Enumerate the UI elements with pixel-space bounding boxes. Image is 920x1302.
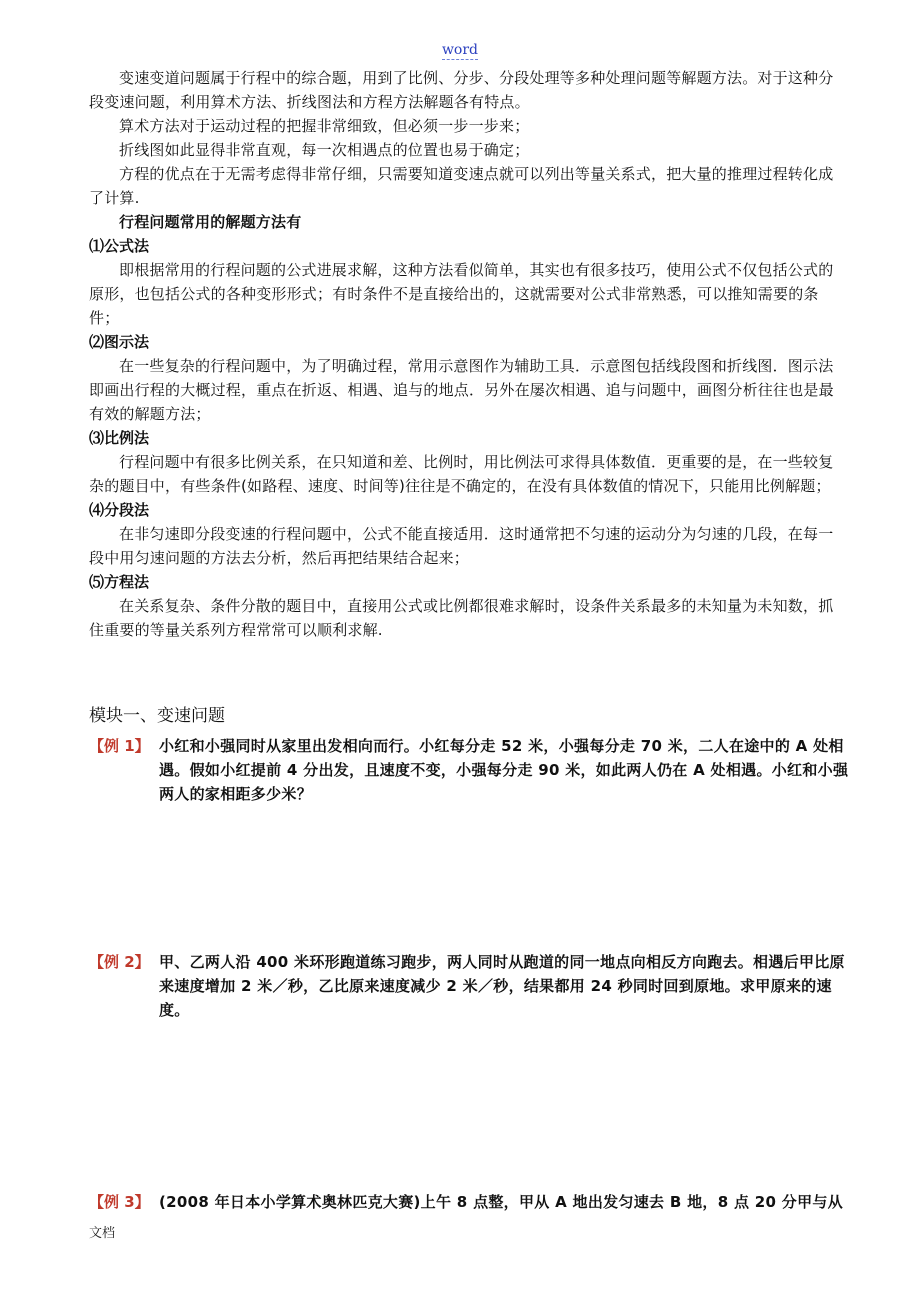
example-label: 【例 3】 xyxy=(89,1193,150,1211)
method-text: 行程问题中有很多比例关系，在只知道和差、比例时，用比例法可求得具体数值．更重要的是，在一些较复杂的题目中，有些条件(如路程、速度、时间等)往往是不确定的，在没有具体数值的情况下，只能用比例解题； xyxy=(89,453,834,495)
example-text: 甲、乙两人沿 400 米环形跑道练习跑步，两人同时从跑道的同一地点向相反方向跑去。相遇后甲比原来速度增加 2 米／秒，乙比原来速度减少 2 米／秒，结果都用 24 秒同时回到原地。求甲原来的速度。 xyxy=(159,953,845,1019)
method-title: ⑸方程法 xyxy=(89,573,150,591)
intro-paragraph: 折线图如此显得非常直观，每一次相遇点的位置也易于确定； xyxy=(119,141,530,159)
example-1 xyxy=(89,734,849,806)
method-text: 在非匀速即分段变速的行程问题中，公式不能直接适用．这时通常把不匀速的运动分为匀速的几段，在每一段中用匀速问题的方法去分析，然后再把结果结合起来； xyxy=(89,525,834,567)
method-text: 即根据常用的行程问题的公式进展求解，这种方法看似简单，其实也有很多技巧，使用公式不仅包括公式的原形，也包括公式的各种变形形式；有时条件不是直接给出的，这就需要对公式非常熟悉，可以推知需要的条件； xyxy=(89,261,834,327)
intro-paragraph: 变速变道问题属于行程中的综合题，用到了比例、分步、分段处理等多种处理问题等解题方法。对于这种分段变速问题，利用算术方法、折线图法和方程方法解题各有特点。 xyxy=(89,69,834,111)
example-2 xyxy=(89,950,849,1022)
example-label: 【例 2】 xyxy=(89,953,150,971)
document-body xyxy=(89,66,839,642)
example-label: 【例 1】 xyxy=(89,737,150,755)
intro-paragraph: 方程的优点在于无需考虑得非常仔细，只需要知道变速点就可以列出等量关系式，把大量的推理过程转化成了计算. xyxy=(89,165,834,207)
example-text: 小红和小强同时从家里出发相向而行。小红每分走 52 米，小强每分走 70 米，二人在途中的 A 处相遇。假如小红提前 4 分出发，且速度不变，小强每分走 90 米，如此两人仍在 A 处相遇。小红和小强两人的家相距多少米？ xyxy=(159,737,849,803)
method-title: ⑷分段法 xyxy=(89,501,150,519)
module-title: 模块一、变速问题 xyxy=(89,706,225,726)
method-text: 在关系复杂、条件分散的题目中，直接用公式或比例都很难求解时，设条件关系最多的未知量为未知数，抓住重要的等量关系列方程常常可以顺利求解. xyxy=(89,597,834,639)
header-word xyxy=(0,42,920,58)
intro-paragraph: 算术方法对于运动过程的把握非常细致，但必须一步一步来； xyxy=(119,117,530,135)
example-text: (2008 年日本小学算术奥林匹克大赛)上午 8 点整，甲从 A 地出发匀速去 B 地，8 点 20 分甲与从 xyxy=(159,1193,843,1211)
method-text: 在一些复杂的行程问题中，为了明确过程，常用示意图作为辅助工具．示意图包括线段图和折线图．图示法即画出行程的大概过程，重点在折返、相遇、追与的地点．另外在屡次相遇、追与问题中，画图分析往往也是最有效的解题方法； xyxy=(89,357,834,423)
methods-title: 行程问题常用的解题方法有 xyxy=(119,213,302,231)
example-3 xyxy=(89,1190,849,1214)
header-word-text: word xyxy=(441,42,479,58)
method-title: ⑶比例法 xyxy=(89,429,150,447)
method-title: ⑴公式法 xyxy=(89,237,150,255)
footer-text: 文档 xyxy=(89,1226,116,1241)
method-title: ⑵图示法 xyxy=(89,333,150,351)
